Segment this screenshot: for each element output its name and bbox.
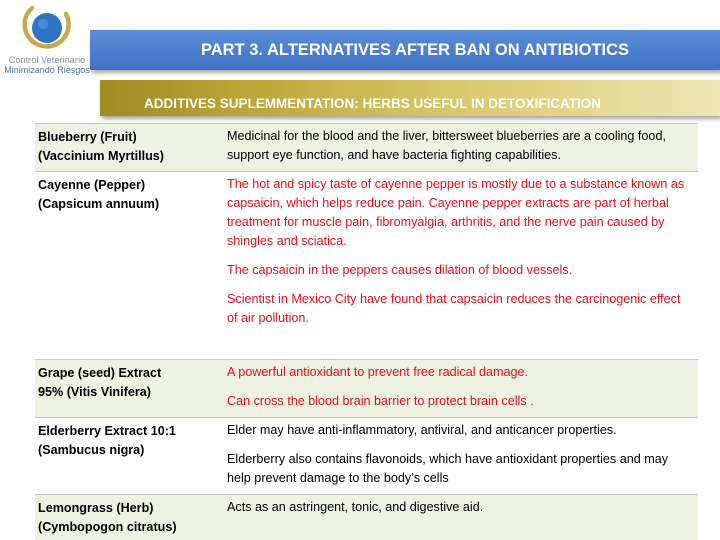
herb-name <box>35 172 207 360</box>
logo-emblem-icon <box>2 2 92 56</box>
herb-description <box>207 495 698 540</box>
herb-paragraph: The capsaicin in the peppers causes dilation of blood vessels. <box>227 263 573 277</box>
herb-paragraph: Elderberry also contains flavonoids, which have antioxidant properties and may help prevent damage to the body’s cells <box>227 452 669 485</box>
table-row <box>35 124 698 172</box>
herb-latin-name: (Vaccinium Myrtillus) <box>38 149 164 163</box>
herb-paragraph: Medicinal for the blood and the liver, bittersweet blueberries are a cooling food, support eye function, and have bacteria fighting capabilities. <box>227 129 666 162</box>
logo <box>2 2 92 80</box>
herb-common-name: Lemongrass (Herb) <box>38 501 154 515</box>
logo-line2: Minimizando Riesgos <box>4 65 90 75</box>
herb-paragraph: Scientist in Mexico City have found that capsaicin reduces the carcinogenic effect of air pollution. <box>227 292 681 325</box>
herb-paragraph: The hot and spicy taste of cayenne pepper is mostly due to a substance known as capsaicin, which helps reduce pain. Cayenne pepper extracts are part of herbal treatment for muscle pain, fibromyalgia, arthritis, and the nerve pain caused by shingles and sciatica. <box>227 177 685 248</box>
herb-name <box>35 124 207 172</box>
table-row <box>35 418 698 495</box>
herb-latin-name: (Sambucus nigra) <box>38 443 145 457</box>
part-title: PART 3. ALTERNATIVES AFTER BAN ON ANTIBIOTICS <box>200 40 630 59</box>
table-row <box>35 495 698 540</box>
subtitle: ADDITIVES SUPLEMMENTATION: HERBS USEFUL IN DETOXIFICATION <box>144 96 602 111</box>
herb-paragraph: Can cross the blood brain barrier to protect brain cells . <box>227 394 534 408</box>
herb-description <box>207 172 698 360</box>
table-row <box>35 172 698 360</box>
herb-latin-name: (Cymbopogon citratus) <box>38 520 177 534</box>
logo-line1: Control Veterinario <box>8 55 86 65</box>
herb-common-name: Blueberry (Fruit) <box>38 130 137 144</box>
herb-common-name: Elderberry Extract 10:1 <box>38 424 176 438</box>
herb-paragraph: Acts as an astringent, tonic, and digestive aid. <box>227 500 484 514</box>
herb-name <box>35 418 207 495</box>
herb-paragraph: A powerful antioxidant to prevent free radical damage. <box>227 365 529 379</box>
part-title-banner <box>90 30 720 70</box>
subtitle-banner <box>100 80 720 116</box>
herb-name <box>35 360 207 418</box>
herb-common-name: Grape (seed) Extract <box>38 366 162 380</box>
herb-common-name: Cayenne (Pepper) <box>38 178 146 192</box>
herb-latin-name: (Capsicum annuum) <box>38 197 160 211</box>
herb-description <box>207 418 698 495</box>
herb-table <box>35 123 698 540</box>
herb-description <box>207 124 698 172</box>
herb-paragraph: Elder may have anti-inflammatory, antiviral, and anticancer properties. <box>227 423 617 437</box>
table-row <box>35 360 698 418</box>
herb-latin-name: 95% (Vitis Vinifera) <box>38 385 151 399</box>
herb-description <box>207 360 698 418</box>
herb-name <box>35 495 207 540</box>
